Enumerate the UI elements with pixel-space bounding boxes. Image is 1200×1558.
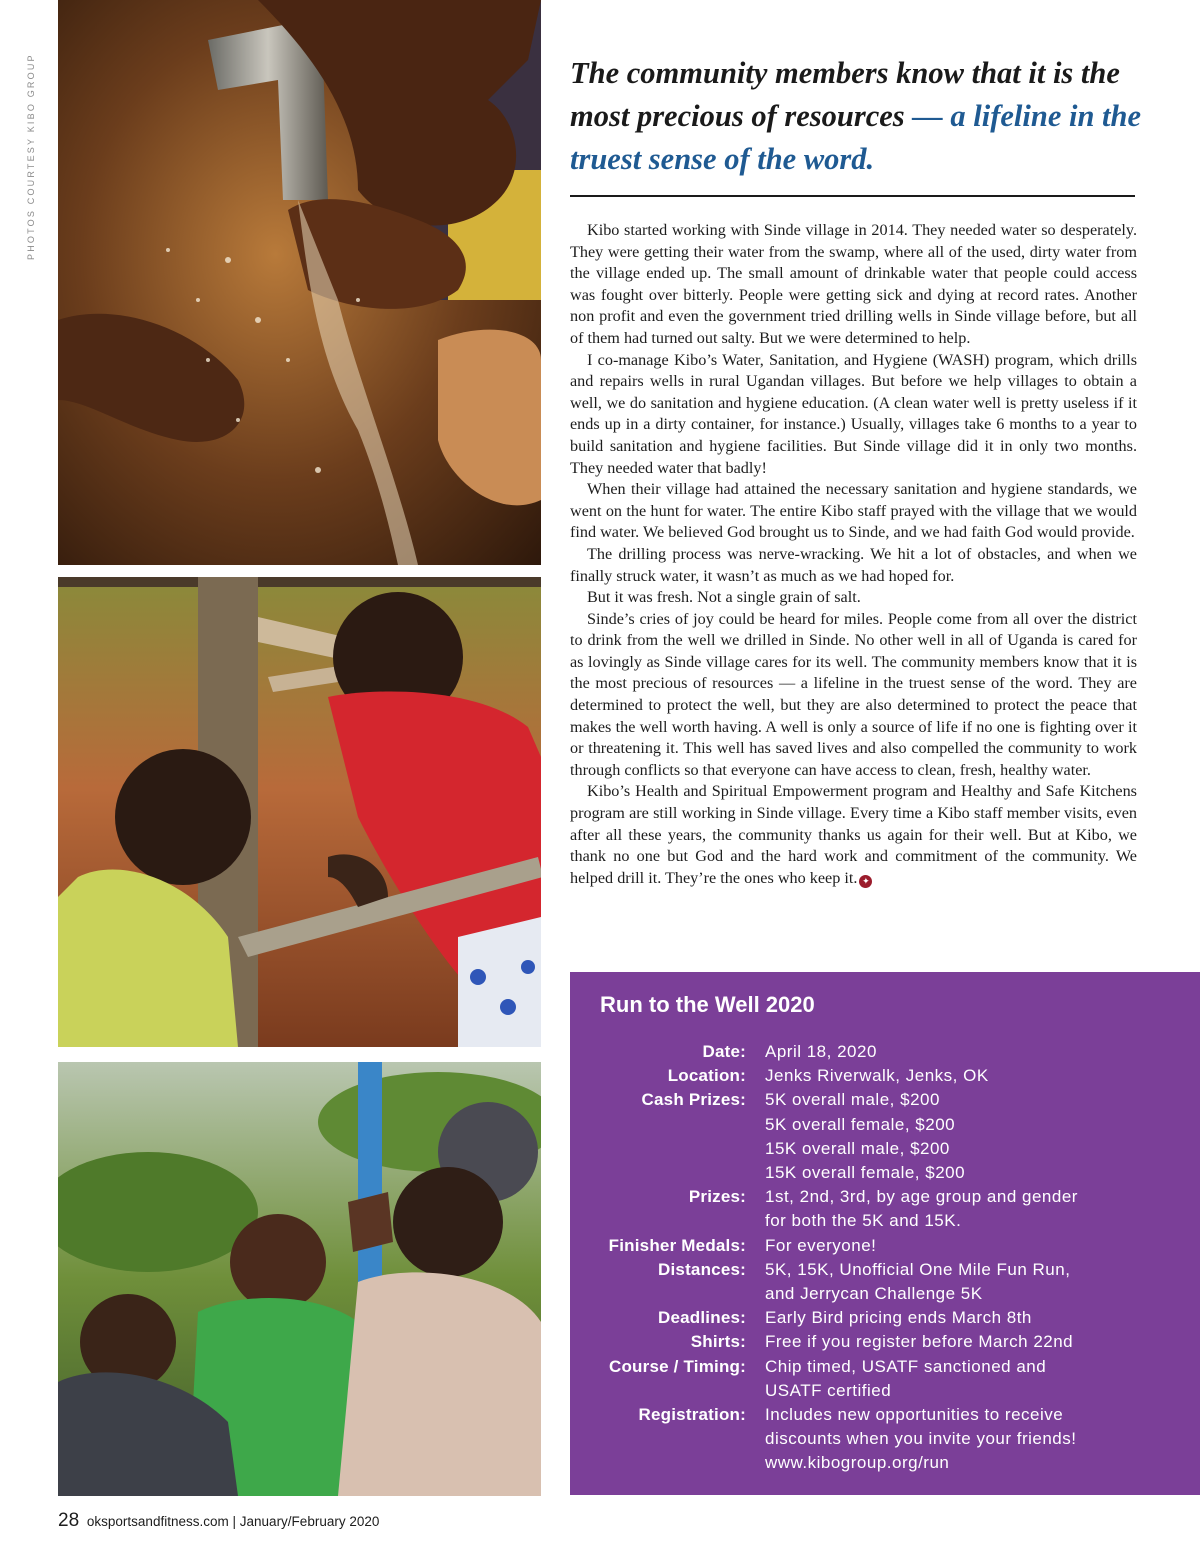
pull-quote-main: The community members know that it is the most precious of resources (570, 56, 1120, 133)
article-paragraph-last (570, 781, 1137, 889)
event-detail-row (570, 1258, 1200, 1306)
event-detail-values (765, 1403, 1200, 1476)
event-detail-row (570, 1234, 1200, 1258)
event-detail-values (765, 1185, 1200, 1233)
event-detail-values (765, 1258, 1200, 1306)
event-detail-values (765, 1330, 1200, 1354)
event-detail-values (765, 1306, 1200, 1330)
event-detail-value: 1st, 2nd, 3rd, by age group and gender (765, 1187, 1078, 1207)
event-info-box (570, 972, 1200, 1495)
photo-credit: PHOTOS COURTESY KIBO GROUP (26, 53, 36, 260)
event-detail-value: April 18, 2020 (765, 1042, 877, 1061)
event-detail-value: 15K overall female, $200 (765, 1163, 966, 1183)
event-detail-value: discounts when you invite your friends! (765, 1429, 1077, 1449)
event-detail-values (765, 1234, 1200, 1258)
event-detail-value: Chip timed, USATF sanctioned and (765, 1356, 1047, 1376)
event-detail-values (765, 1040, 1200, 1064)
event-detail-label: Shirts: (690, 1332, 746, 1352)
article-paragraph: Kibo started working with Sinde village in 2014. They needed water so desperately. They were getting their water from the swamp, where all of the used, dirty water from the village ended up. The small amount of drinkable water that people could access was fought over bitterly. People were getting sick and dying at record rates. Another non profit and even the government tried drilling wells in Sinde village before, but all of them had turned out salty. But we were determined to help. (570, 221, 1137, 347)
event-detail-row (570, 1185, 1200, 1233)
event-detail-value: Early Bird pricing ends March 8th (765, 1308, 1032, 1328)
event-detail-value: www.kibogroup.org/run (765, 1453, 950, 1473)
event-detail-values (765, 1064, 1200, 1088)
event-detail-value: Jenks Riverwalk, Jenks, OK (765, 1066, 989, 1086)
ok-sports-logo-icon: ✦ (859, 875, 872, 888)
event-detail-row (570, 1064, 1200, 1088)
event-detail-value: Includes new opportunities to receive (765, 1405, 1064, 1425)
event-detail-row (570, 1330, 1200, 1354)
event-detail-value: For everyone! (765, 1235, 877, 1255)
event-detail-label: Location: (667, 1066, 746, 1086)
event-detail-label: Cash Prizes: (641, 1090, 746, 1110)
event-detail-label: Date: (702, 1042, 746, 1061)
article-paragraph: Sinde’s cries of joy could be heard for miles. People come from all over the district to drink from the well we drilled in Sinde. No other well in all of Uganda is cared for as lovingly as Sinde village cares for its well. The community members know that it is the most precious of resources — a lifeline in the truest sense of the word. They are determined to protect the well, but they are also determined to protect the peace that makes the well worth having. A well is only a source of life if no one is fighting over it or threatening it. This well has saved lives and also compelled the community to work through conflicts so that everyone can have access to clean, fresh, healthy water. (570, 609, 1137, 779)
event-detail-label: Course / Timing: (608, 1356, 746, 1376)
pull-quote-divider (570, 195, 1135, 197)
event-detail-row (570, 1088, 1200, 1185)
event-detail-value: USATF certified (765, 1380, 892, 1400)
photo-hands-water-tap (58, 0, 541, 565)
pull-quote (570, 52, 1150, 181)
event-detail-value: 5K, 15K, Unofficial One Mile Fun Run, (765, 1259, 1071, 1279)
pull-quote-highlight: — a lifeline in the truest sense of the word. (570, 99, 1142, 176)
event-detail-label: Distances: (658, 1259, 746, 1279)
event-detail-row (570, 1403, 1200, 1476)
event-detail-row (570, 1306, 1200, 1330)
event-detail-value: 5K overall female, $200 (765, 1114, 956, 1134)
article-paragraph: When their village had attained the necessary sanitation and hygiene standards, we went on the hunt for water. The entire Kibo staff prayed with the village that we would find water. We believed God brought us to Sinde, and we had faith God would provide. (570, 480, 1137, 542)
event-detail-label: Registration: (638, 1405, 746, 1425)
event-detail-value: 15K overall male, $200 (765, 1138, 950, 1158)
article-paragraph: But it was fresh. Not a single grain of salt. (587, 588, 861, 607)
article-body (570, 220, 1137, 889)
event-detail-label: Finisher Medals: (608, 1235, 746, 1255)
event-details (570, 1040, 1200, 1476)
event-detail-row (570, 1355, 1200, 1403)
event-detail-label: Deadlines: (658, 1308, 746, 1328)
event-detail-label: Prizes: (688, 1187, 746, 1207)
photo-children-at-well-pump (58, 577, 541, 1047)
event-title: Run to the Well 2020 (600, 992, 815, 1017)
page-number: 28 (58, 1510, 80, 1531)
event-detail-row (570, 1040, 1200, 1064)
article-paragraph-text: Kibo’s Health and Spiritual Empowerment program and Healthy and Safe Kitchens program are still working in Sinde village. Every time a Kibo staff member visits, even after all these years, the community thanks us again for their well. But at Kibo, we thank no one but God and the hard work and commitment of the community. We helped drill it. They’re the ones who keep it. (570, 782, 1137, 887)
footer-separator: | (232, 1514, 237, 1529)
event-detail-values (765, 1088, 1200, 1185)
photo-men-installing-well-pipe (58, 1062, 541, 1496)
event-detail-value: and Jerrycan Challenge 5K (765, 1284, 983, 1304)
article-paragraph: The drilling process was nerve-wracking. We hit a lot of obstacles, and when we finally struck water, it wasn’t as much as we had hoped for. (570, 544, 1137, 585)
event-detail-value: for both the 5K and 15K. (765, 1211, 962, 1231)
footer-issue: January/February 2020 (239, 1514, 380, 1529)
event-detail-value: Free if you register before March 22nd (765, 1332, 1074, 1352)
page-footer (58, 1510, 379, 1532)
event-detail-value: 5K overall male, $200 (765, 1090, 940, 1110)
event-detail-values (765, 1355, 1200, 1403)
footer-site: oksportsandfitness.com (86, 1514, 229, 1529)
article-paragraph: I co-manage Kibo’s Water, Sanitation, and Hygiene (WASH) program, which drills and repairs wells in rural Ugandan villages. But before we help villages to obtain a well, we do sanitation and hygiene education. (A clean water well is pretty useless if it ends up in a dirty container, for instance.) Usually, villages take 6 months to a year to build sanitation and hygiene facilities. But Sinde village did it in only two months. They needed water that badly! (570, 350, 1137, 477)
